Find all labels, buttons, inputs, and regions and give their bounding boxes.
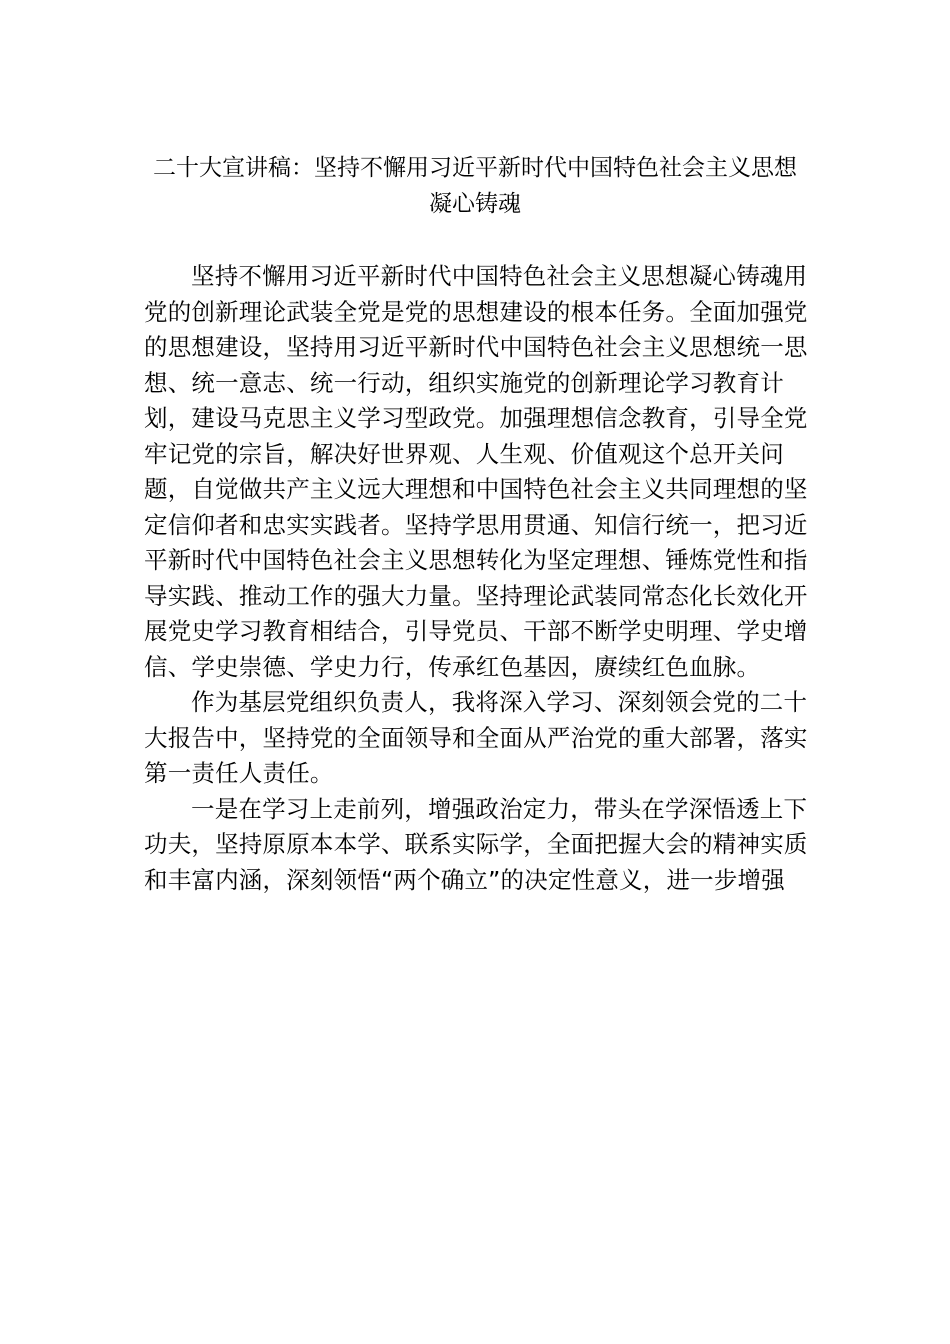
document-title: 二十大宣讲稿：坚持不懈用习近平新时代中国特色社会主义思想凝心铸魂 xyxy=(153,155,797,217)
paragraph-intro: 坚持不懈用习近平新时代中国特色社会主义思想凝心铸魂用党的创新理论武装全党是党的思想建设的根本任务。全面加强党的思想建设，坚持用习近平新时代中国特色社会主义思想统一思想、统一意志、统一行动，组织实施党的创新理论学习教育计划，建设马克思主义学习型政党。加强理想信念教育，引导全党牢记党的宗旨，解决好世界观、人生观、价值观这个总开关问题，自觉做共产主义远大理想和中国特色社会主义共同理想的坚定信仰者和忠实实践者。坚持学思用贯通、知信行统一，把习近平新时代中国特色社会主义思想转化为坚定理想、锤炼党性和指导实践、推动工作的强大力量。坚持理论武装同常态化长效化开展党史学习教育相结合，引导党员、干部不断学史明理、学史增信、学史崇德、学史力行，传承红色基因，赓续红色血脉。 xyxy=(144,262,808,681)
paragraph-point-one: 一是在学习上走前列，增强政治定力，带头在学深悟透上下功夫，坚持原原本本学、联系实际学，全面把握大会的精神实质和丰富内涵，深刻领悟“两个确立”的决定性意义，进一步增强 xyxy=(144,794,808,894)
document-body xyxy=(144,259,814,898)
paragraph-role: 作为基层党组织负责人，我将深入学习、深刻领会党的二十大报告中，坚持党的全面领导和全面从严治党的重大部署，落实第一责任人责任。 xyxy=(144,688,808,787)
